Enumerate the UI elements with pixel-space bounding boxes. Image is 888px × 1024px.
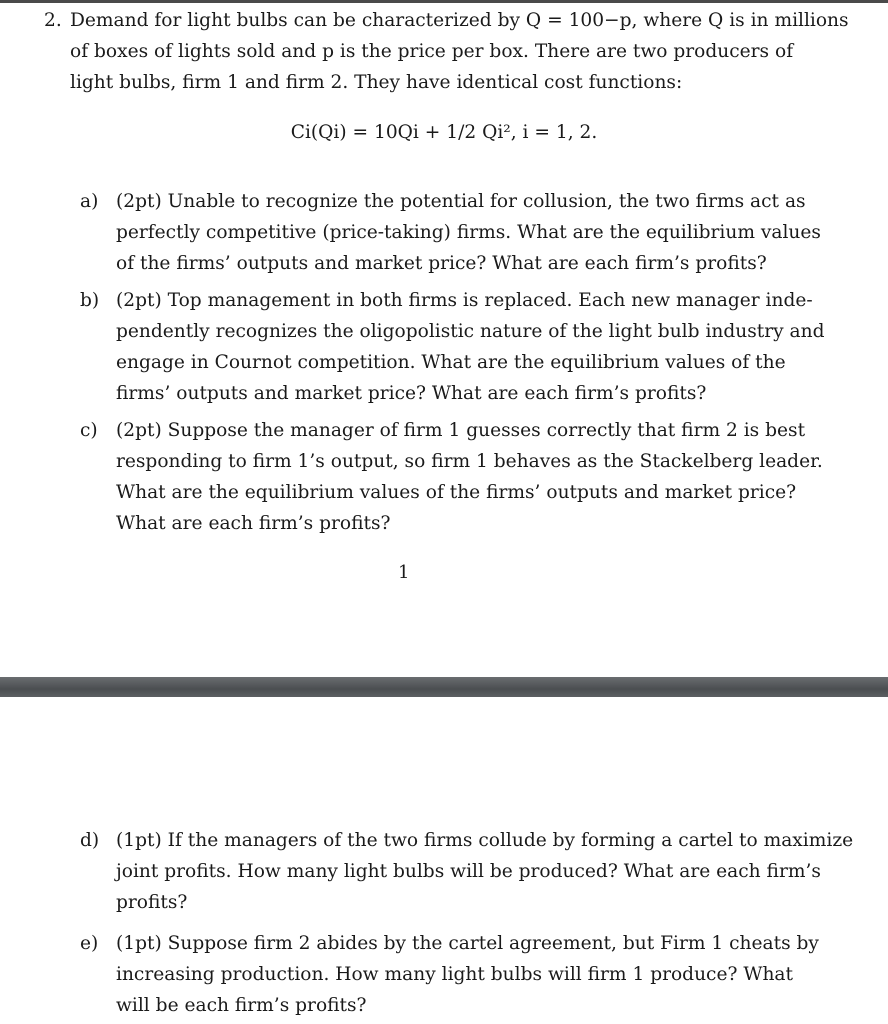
part-d-label: d) — [80, 830, 100, 851]
part-line: What are the equilibrium values of the firms’ outputs and market price? — [116, 482, 797, 503]
cost-function-formula — [0, 117, 888, 148]
part-a-text — [116, 186, 821, 279]
intro-line: light bulbs, firm 1 and firm 2. They have identical cost functions: — [70, 72, 683, 93]
part-line: (2pt) Top management in both firms is replaced. Each new manager inde- — [116, 290, 813, 311]
part-e-label: e) — [80, 933, 99, 954]
part-c-label: c) — [80, 420, 98, 441]
part-line: (1pt) Suppose firm 2 abides by the cartel agreement, but Firm 1 cheats by — [116, 933, 819, 954]
part-line: will be each firm’s profits? — [116, 995, 367, 1016]
part-line: firms’ outputs and market price? What are each firm’s profits? — [116, 383, 707, 404]
part-line: perfectly competitive (price-taking) firms. What are the equilibrium values — [116, 222, 821, 243]
part-line: pendently recognizes the oligopolistic nature of the light bulb industry and — [116, 321, 825, 342]
part-b-label: b) — [80, 290, 100, 311]
question-intro — [70, 5, 849, 98]
intro-line: Demand for light bulbs can be characterized by Q = 100−p, where Q is in millions — [70, 10, 849, 31]
page-divider — [0, 677, 888, 697]
question-number: 2. — [44, 10, 62, 31]
part-line: joint profits. How many light bulbs will be produced? What are each firm’s — [116, 861, 821, 882]
part-line: of the firms’ outputs and market price? What are each firm’s profits? — [116, 253, 767, 274]
part-b-text — [116, 285, 825, 409]
intro-line: of boxes of lights sold and p is the price per box. There are two producers of — [70, 41, 794, 62]
part-a-label: a) — [80, 191, 99, 212]
part-line: engage in Cournot competition. What are the equilibrium values of the — [116, 352, 786, 373]
part-line: increasing production. How many light bulbs will firm 1 produce? What — [116, 964, 793, 985]
part-line: (2pt) Unable to recognize the potential for collusion, the two firms act as — [116, 191, 806, 212]
part-c-text — [116, 415, 823, 539]
part-d-text — [116, 825, 854, 918]
document-page-1 — [0, 3, 888, 677]
part-line: (2pt) Suppose the manager of firm 1 guesses correctly that firm 2 is best — [116, 420, 806, 441]
part-line: profits? — [116, 892, 188, 913]
document-page-2 — [0, 697, 888, 1024]
formula-text: Ci(Qi) = 10Qi + 1/2 Qi², i = 1, 2. — [290, 122, 598, 143]
page-number: 1 — [398, 562, 410, 583]
part-e-text — [116, 928, 819, 1021]
part-line: What are each firm’s profits? — [116, 513, 391, 534]
part-line: (1pt) If the managers of the two firms collude by forming a cartel to maximize — [116, 830, 854, 851]
part-line: responding to firm 1’s output, so firm 1 behaves as the Stackelberg leader. — [116, 451, 823, 472]
